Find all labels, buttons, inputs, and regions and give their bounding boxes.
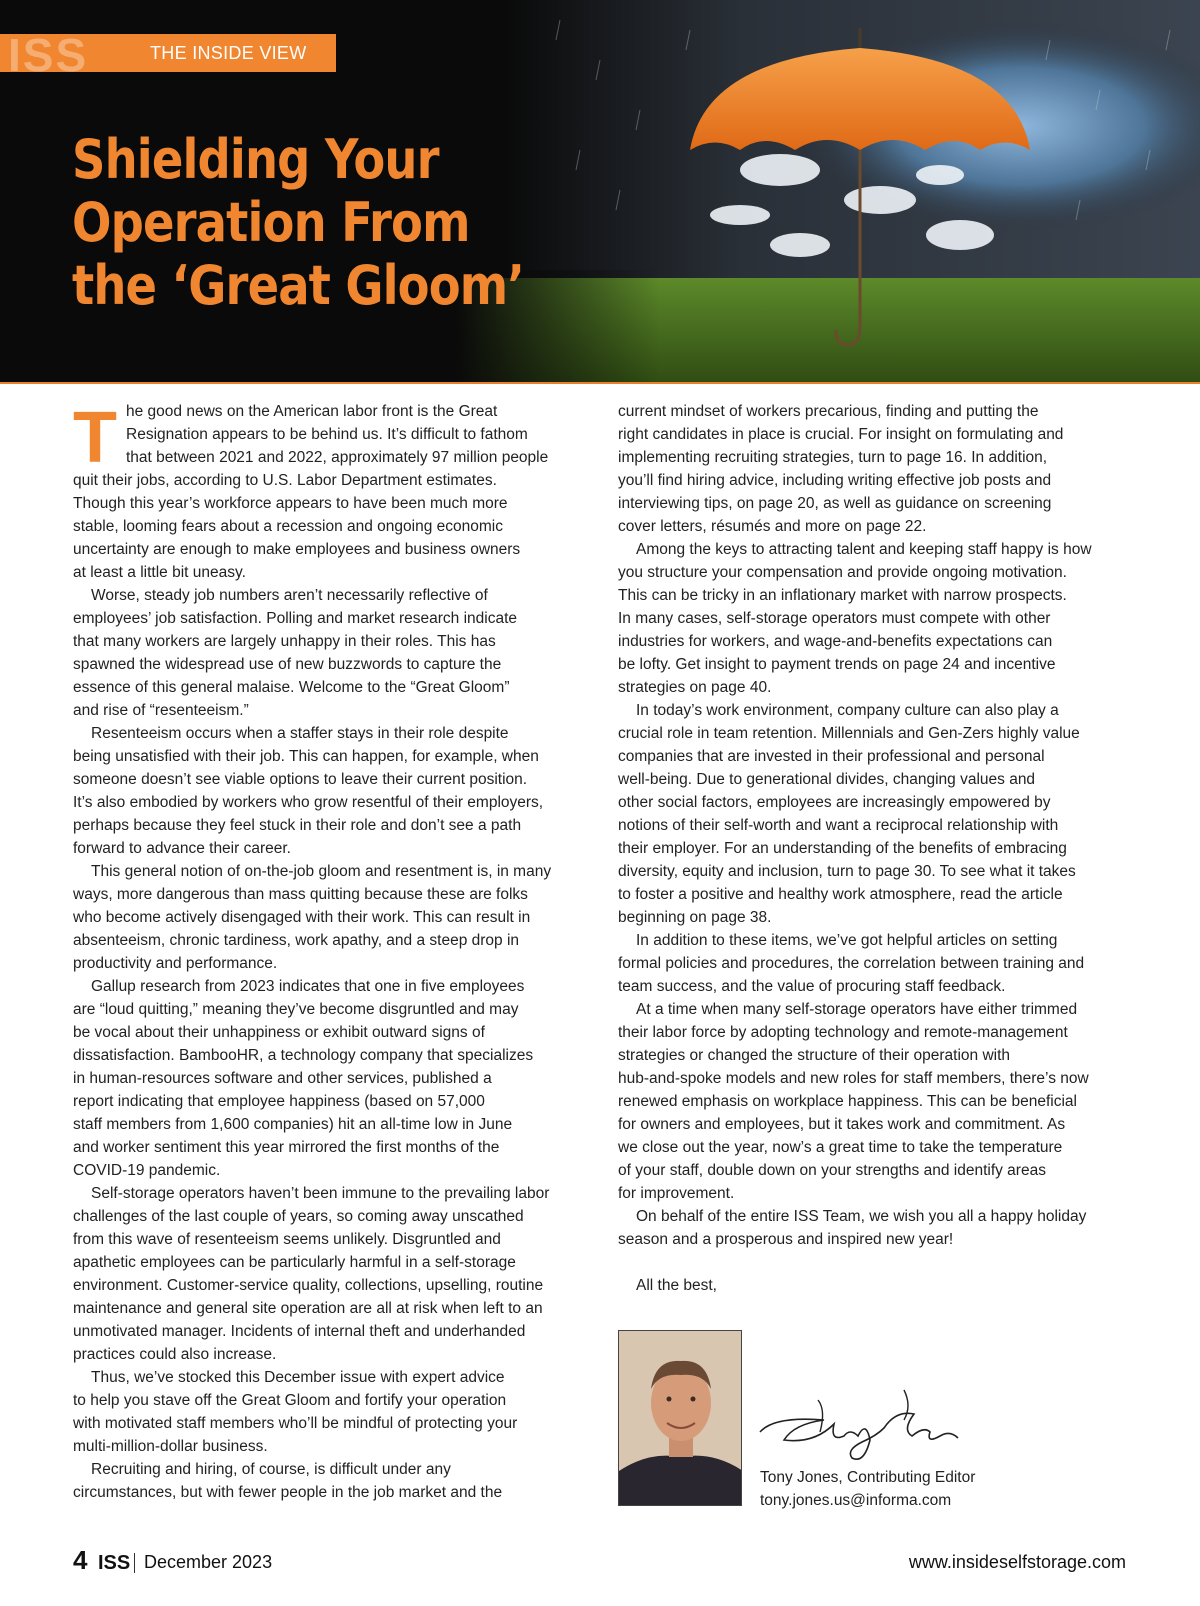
footer-divider	[134, 1553, 135, 1573]
text-line: who become actively disengaged with their work. This can result in	[73, 909, 531, 926]
text-line: staff members from 1,600 companies) hit an all-time low in June	[73, 1116, 513, 1133]
text-line: you structure your compensation and provide ongoing motivation.	[618, 564, 1067, 581]
text-line: dissatisfaction. BambooHR, a technology company that specializes	[73, 1047, 534, 1064]
issue-date: December 2023	[144, 1552, 273, 1572]
text-line: to foster a positive and healthy work atmosphere, read the article	[618, 886, 1063, 903]
text-line: This general notion of on-the-job gloom and resentment is, in many	[91, 863, 552, 880]
text-line: Though this year’s workforce appears to have been much more	[73, 495, 508, 512]
text-line: other social factors, employees are increasingly empowered by	[618, 794, 1051, 811]
drop-cap: T	[73, 398, 117, 478]
text-line: In today’s work environment, company culture can also play a	[636, 702, 1059, 719]
text-line: hub-and-spoke models and new roles for staff members, there’s now	[618, 1070, 1089, 1087]
page-number: 4	[73, 1545, 88, 1575]
text-line: for improvement.	[618, 1185, 735, 1202]
text-line: On behalf of the entire ISS Team, we wish you all a happy holiday	[636, 1208, 1087, 1225]
text-line: practices could also increase.	[73, 1346, 277, 1363]
text-line: to help you stave off the Great Gloom and fortify your operation	[73, 1392, 507, 1409]
text-line: At a time when many self-storage operators have either trimmed	[636, 1001, 1078, 1018]
text-line: in human-resources software and other services, published a	[73, 1070, 492, 1087]
hero-banner	[0, 0, 1200, 384]
magazine-name: ISS	[98, 1552, 131, 1574]
text-line: we close out the year, now’s a great time to take the temperature	[618, 1139, 1063, 1156]
text-line: that between 2021 and 2022, approximately 97 million people	[126, 449, 549, 466]
text-line: Gallup research from 2023 indicates that one in five employees	[91, 978, 525, 995]
text-line: right candidates in place is crucial. For insight on formulating and	[618, 426, 1064, 443]
text-line: stable, looming fears about a recession and ongoing economic	[73, 518, 503, 535]
text-line: challenges of the last couple of years, so coming away unscathed	[73, 1208, 524, 1225]
title-line: Shielding Your	[72, 128, 439, 191]
author-photo	[618, 1330, 742, 1506]
text-line: perhaps because they feel stuck in their role and don’t see a path	[73, 817, 522, 834]
text-line: quit their jobs, according to U.S. Labor Department estimates.	[73, 472, 497, 489]
text-line: of your staff, double down on your strengths and identify areas	[618, 1162, 1046, 1179]
text-line: unmotivated manager. Incidents of internal theft and underhanded	[73, 1323, 526, 1340]
text-line: environment. Customer-service quality, collections, upselling, routine	[73, 1277, 544, 1294]
text-line: season and a prosperous and inspired new year!	[618, 1231, 954, 1248]
author-signature	[754, 1380, 974, 1470]
text-line: employees’ job satisfaction. Polling and market research indicate	[73, 610, 517, 627]
article-column-right	[618, 400, 1138, 1297]
text-line: and worker sentiment this year mirrored the first months of the	[73, 1139, 500, 1156]
author-name: Tony Jones, Contributing Editor	[760, 1469, 976, 1486]
author-email[interactable]: tony.jones.us@informa.com	[760, 1492, 952, 1509]
text-line: industries for workers, and wage-and-benefits expectations can	[618, 633, 1053, 650]
text-line: crucial role in team retention. Millennials and Gen-Zers highly value	[618, 725, 1080, 742]
title-line: Operation From	[72, 191, 470, 254]
text-line: In many cases, self-storage operators must compete with other	[618, 610, 1051, 627]
text-line: and rise of “resenteeism.”	[73, 702, 249, 719]
text-line: someone doesn’t see viable options to leave their current position.	[73, 771, 528, 788]
text-line: It’s also embodied by workers who grow resentful of their employers,	[73, 794, 544, 811]
text-line: COVID-19 pandemic.	[73, 1162, 221, 1179]
text-line: absenteeism, chronic tardiness, work apathy, and a steep drop in	[73, 932, 520, 949]
website-link[interactable]: www.insideselfstorage.com	[908, 1552, 1126, 1572]
text-line: implementing recruiting strategies, turn to page 16. In addition,	[618, 449, 1048, 466]
left-column-body	[73, 469, 593, 1504]
text-line: are “loud quitting,” meaning they’ve become disgruntled and may	[73, 1001, 519, 1018]
text-line: he good news on the American labor front is the Great	[126, 403, 498, 420]
text-line: report indicating that employee happiness (based on 57,000	[73, 1093, 485, 1110]
text-line: Resenteeism occurs when a staffer stays in their role despite	[91, 725, 509, 742]
text-line: multi-million-dollar business.	[73, 1438, 268, 1455]
page-footer	[0, 1545, 1200, 1585]
title-line: the ‘Great Gloom’	[72, 254, 525, 317]
text-line: be lofty. Get insight to payment trends on page 24 and incentive	[618, 656, 1056, 673]
text-line: their labor force by adopting technology and remote-management	[618, 1024, 1068, 1041]
iss-logo: ISS	[8, 34, 89, 72]
hero-divider	[0, 382, 1200, 384]
text-line: apathetic employees can be particularly harmful in a self-storage	[73, 1254, 516, 1271]
sign-off: All the best,	[636, 1277, 717, 1294]
text-line: at least a little bit uneasy.	[73, 564, 246, 581]
text-line: companies that are invested in their professional and personal	[618, 748, 1045, 765]
text-line: Recruiting and hiring, of course, is difficult under any	[91, 1461, 451, 1478]
text-line: for owners and employees, but it takes work and commitment. As	[618, 1116, 1066, 1133]
text-line: renewed emphasis on workplace happiness. This can be beneficial	[618, 1093, 1077, 1110]
text-line: notions of their self-worth and want a reciprocal relationship with	[618, 817, 1059, 834]
text-line: Among the keys to attracting talent and keeping staff happy is how	[636, 541, 1092, 558]
text-line: uncertainty are enough to make employees and business owners	[73, 541, 521, 558]
text-line: formal policies and procedures, the correlation between training and	[618, 955, 1085, 972]
text-line: Thus, we’ve stocked this December issue with expert advice	[91, 1369, 505, 1386]
text-line: that many workers are largely unhappy in their roles. This has	[73, 633, 496, 650]
text-line: team success, and the value of procuring staff feedback.	[618, 978, 1006, 995]
page-title	[72, 128, 554, 317]
text-line: essence of this general malaise. Welcome to the “Great Gloom”	[73, 679, 510, 696]
text-line: Self-storage operators haven’t been immune to the prevailing labor	[91, 1185, 550, 1202]
text-line: Resignation appears to be behind us. It’s difficult to fathom	[126, 426, 528, 443]
text-line: interviewing tips, on page 20, as well as guidance on screening	[618, 495, 1052, 512]
text-line: ways, more dangerous than mass quitting because these are folks	[73, 886, 528, 903]
text-line: circumstances, but with fewer people in the job market and the	[73, 1484, 503, 1501]
text-line: with motivated staff members who’ll be mindful of protecting your	[73, 1415, 518, 1432]
right-column-body	[618, 400, 1138, 1251]
text-line: This can be tricky in an inflationary market with narrow prospects.	[618, 587, 1067, 604]
text-line: Worse, steady job numbers aren’t necessarily reflective of	[91, 587, 488, 604]
text-line: from this wave of resenteeism seems unlikely. Disgruntled and	[73, 1231, 501, 1248]
article-column-left	[73, 400, 593, 1504]
text-line: In addition to these items, we’ve got helpful articles on setting	[636, 932, 1058, 949]
section-kicker	[0, 34, 336, 72]
text-line: diversity, equity and inclusion, turn to page 30. To see what it takes	[618, 863, 1076, 880]
text-line: be vocal about their unhappiness or exhibit outward signs of	[73, 1024, 485, 1041]
text-line: you’ll find hiring advice, including writing effective job posts and	[618, 472, 1052, 489]
text-line: spawned the widespread use of new buzzwords to capture the	[73, 656, 502, 673]
text-line: being unsatisfied with their job. This can happen, for example, when	[73, 748, 539, 765]
section-label: THE INSIDE VIEW	[150, 43, 307, 63]
text-line: well-being. Due to generational divides, changing values and	[618, 771, 1036, 788]
text-line: strategies or changed the structure of their operation with	[618, 1047, 1011, 1064]
text-line: maintenance and general site operation are all at risk when left to an	[73, 1300, 543, 1317]
text-line: forward to advance their career.	[73, 840, 291, 857]
text-line: beginning on page 38.	[618, 909, 772, 926]
text-line: strategies on page 40.	[618, 679, 772, 696]
text-line: their employer. For an understanding of the benefits of embracing	[618, 840, 1067, 857]
text-line: cover letters, résumés and more on page 22.	[618, 518, 927, 535]
text-line: current mindset of workers precarious, finding and putting the	[618, 403, 1039, 420]
text-line: productivity and performance.	[73, 955, 278, 972]
